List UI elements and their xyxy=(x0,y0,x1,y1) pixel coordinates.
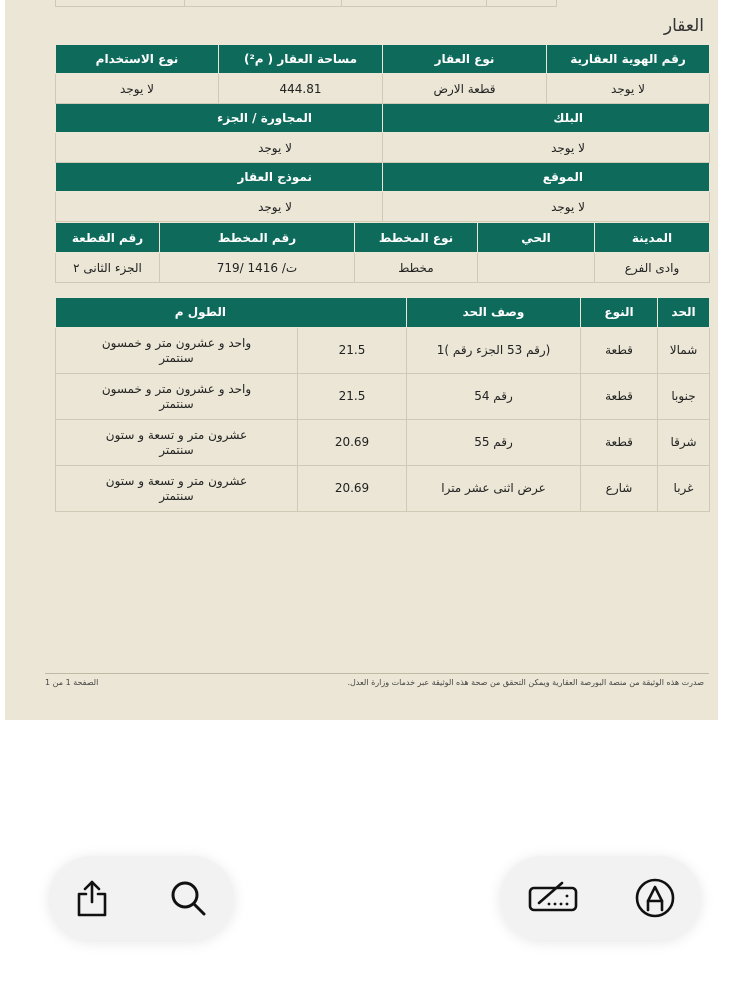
boundary-length-text: واحد و عشرون متر و خمسون سنتمتر xyxy=(56,328,298,374)
value-district xyxy=(478,253,595,283)
table-row xyxy=(56,420,710,466)
location-header-row xyxy=(56,163,710,192)
boundary-type: قطعة xyxy=(581,328,658,374)
property-table xyxy=(55,44,710,222)
boundary-length: 21.5 xyxy=(298,328,407,374)
footer-divider xyxy=(45,673,709,674)
value-property-type: قطعة الارض xyxy=(383,74,547,104)
boundary-description: رقم 55 xyxy=(407,420,581,466)
value-block: لا يوجد xyxy=(383,133,710,163)
document-page xyxy=(5,0,718,720)
value-plan-type: مخطط xyxy=(355,253,478,283)
boundaries-header-row xyxy=(56,298,710,328)
value-neighborhood: لا يوجد xyxy=(56,133,383,163)
boundary-description: عرض اثنى عشر مترا xyxy=(407,466,581,512)
boundary-side: غربا xyxy=(658,466,710,512)
property-value-row xyxy=(56,74,710,104)
keyboard-markup-icon[interactable] xyxy=(527,877,581,919)
markup-pen-icon[interactable] xyxy=(634,877,676,919)
value-plot-number: الجزء الثانى ٢ xyxy=(56,253,160,283)
header-plan-type: نوع المخطط xyxy=(355,223,478,253)
header-district: الحي xyxy=(478,223,595,253)
property-header-row xyxy=(56,45,710,74)
header-plot-number: رقم القطعة xyxy=(56,223,160,253)
table-row xyxy=(56,374,710,420)
boundary-length: 21.5 xyxy=(298,374,407,420)
header-side: الحد xyxy=(658,298,710,328)
boundary-type: قطعة xyxy=(581,420,658,466)
header-property-type: نوع العقار xyxy=(383,45,547,74)
block-value-row xyxy=(56,133,710,163)
header-block: البلك xyxy=(383,104,710,133)
header-identity-number: رقم الهوية العقارية xyxy=(547,45,710,74)
previous-table-edge xyxy=(55,0,557,7)
footer-note: صدرت هذه الوثيقة من منصة البورصة العقارية ويمكن التحقق من صحة هذه الوثيقة عبر خدمات وزارة العدل. xyxy=(347,678,704,687)
table-row xyxy=(56,328,710,374)
boundary-length-text: عشرون متر و تسعة و ستون سنتمتر xyxy=(56,420,298,466)
boundary-length: 20.69 xyxy=(298,466,407,512)
boundary-description: رقم 54 xyxy=(407,374,581,420)
value-identity-number: لا يوجد xyxy=(547,74,710,104)
plan-table xyxy=(55,222,710,283)
share-icon[interactable] xyxy=(71,877,113,919)
header-area: مساحة العقار ( م²) xyxy=(219,45,383,74)
header-property-model: نموذج العقار xyxy=(56,163,383,192)
value-plan-number: ت/ 1416 /719 xyxy=(160,253,355,283)
toolbar-left-group xyxy=(49,856,234,940)
plan-value-row xyxy=(56,253,710,283)
plan-header-row xyxy=(56,223,710,253)
page-number: الصفحة 1 من 1 xyxy=(45,678,99,687)
value-property-model: لا يوجد xyxy=(56,192,383,222)
header-location: الموقع xyxy=(383,163,710,192)
header-description: وصف الحد xyxy=(407,298,581,328)
value-area: 444.81 xyxy=(219,74,383,104)
header-usage-type: نوع الاستخدام xyxy=(56,45,219,74)
boundary-length-text: عشرون متر و تسعة و ستون سنتمتر xyxy=(56,466,298,512)
boundary-side: شرقا xyxy=(658,420,710,466)
block-header-row xyxy=(56,104,710,133)
toolbar-right-group xyxy=(500,856,701,940)
boundaries-table xyxy=(55,297,710,512)
header-plan-number: رقم المخطط xyxy=(160,223,355,253)
section-title: العقار xyxy=(663,16,704,36)
value-city: وادى الفرع xyxy=(595,253,710,283)
boundary-type: شارع xyxy=(581,466,658,512)
location-value-row xyxy=(56,192,710,222)
header-neighborhood: المجاورة / الجزء xyxy=(56,104,383,133)
value-usage-type: لا يوجد xyxy=(56,74,219,104)
header-type: النوع xyxy=(581,298,658,328)
boundary-side: شمالا xyxy=(658,328,710,374)
header-city: المدينة xyxy=(595,223,710,253)
header-length: الطول م xyxy=(56,298,407,328)
boundary-type: قطعة xyxy=(581,374,658,420)
table-row xyxy=(56,466,710,512)
boundary-length: 20.69 xyxy=(298,420,407,466)
boundary-description: (رقم 53 الجزء رقم )1 xyxy=(407,328,581,374)
value-location: لا يوجد xyxy=(383,192,710,222)
boundary-length-text: واحد و عشرون متر و خمسون سنتمتر xyxy=(56,374,298,420)
boundary-side: جنوبا xyxy=(658,374,710,420)
search-icon[interactable] xyxy=(167,877,209,919)
